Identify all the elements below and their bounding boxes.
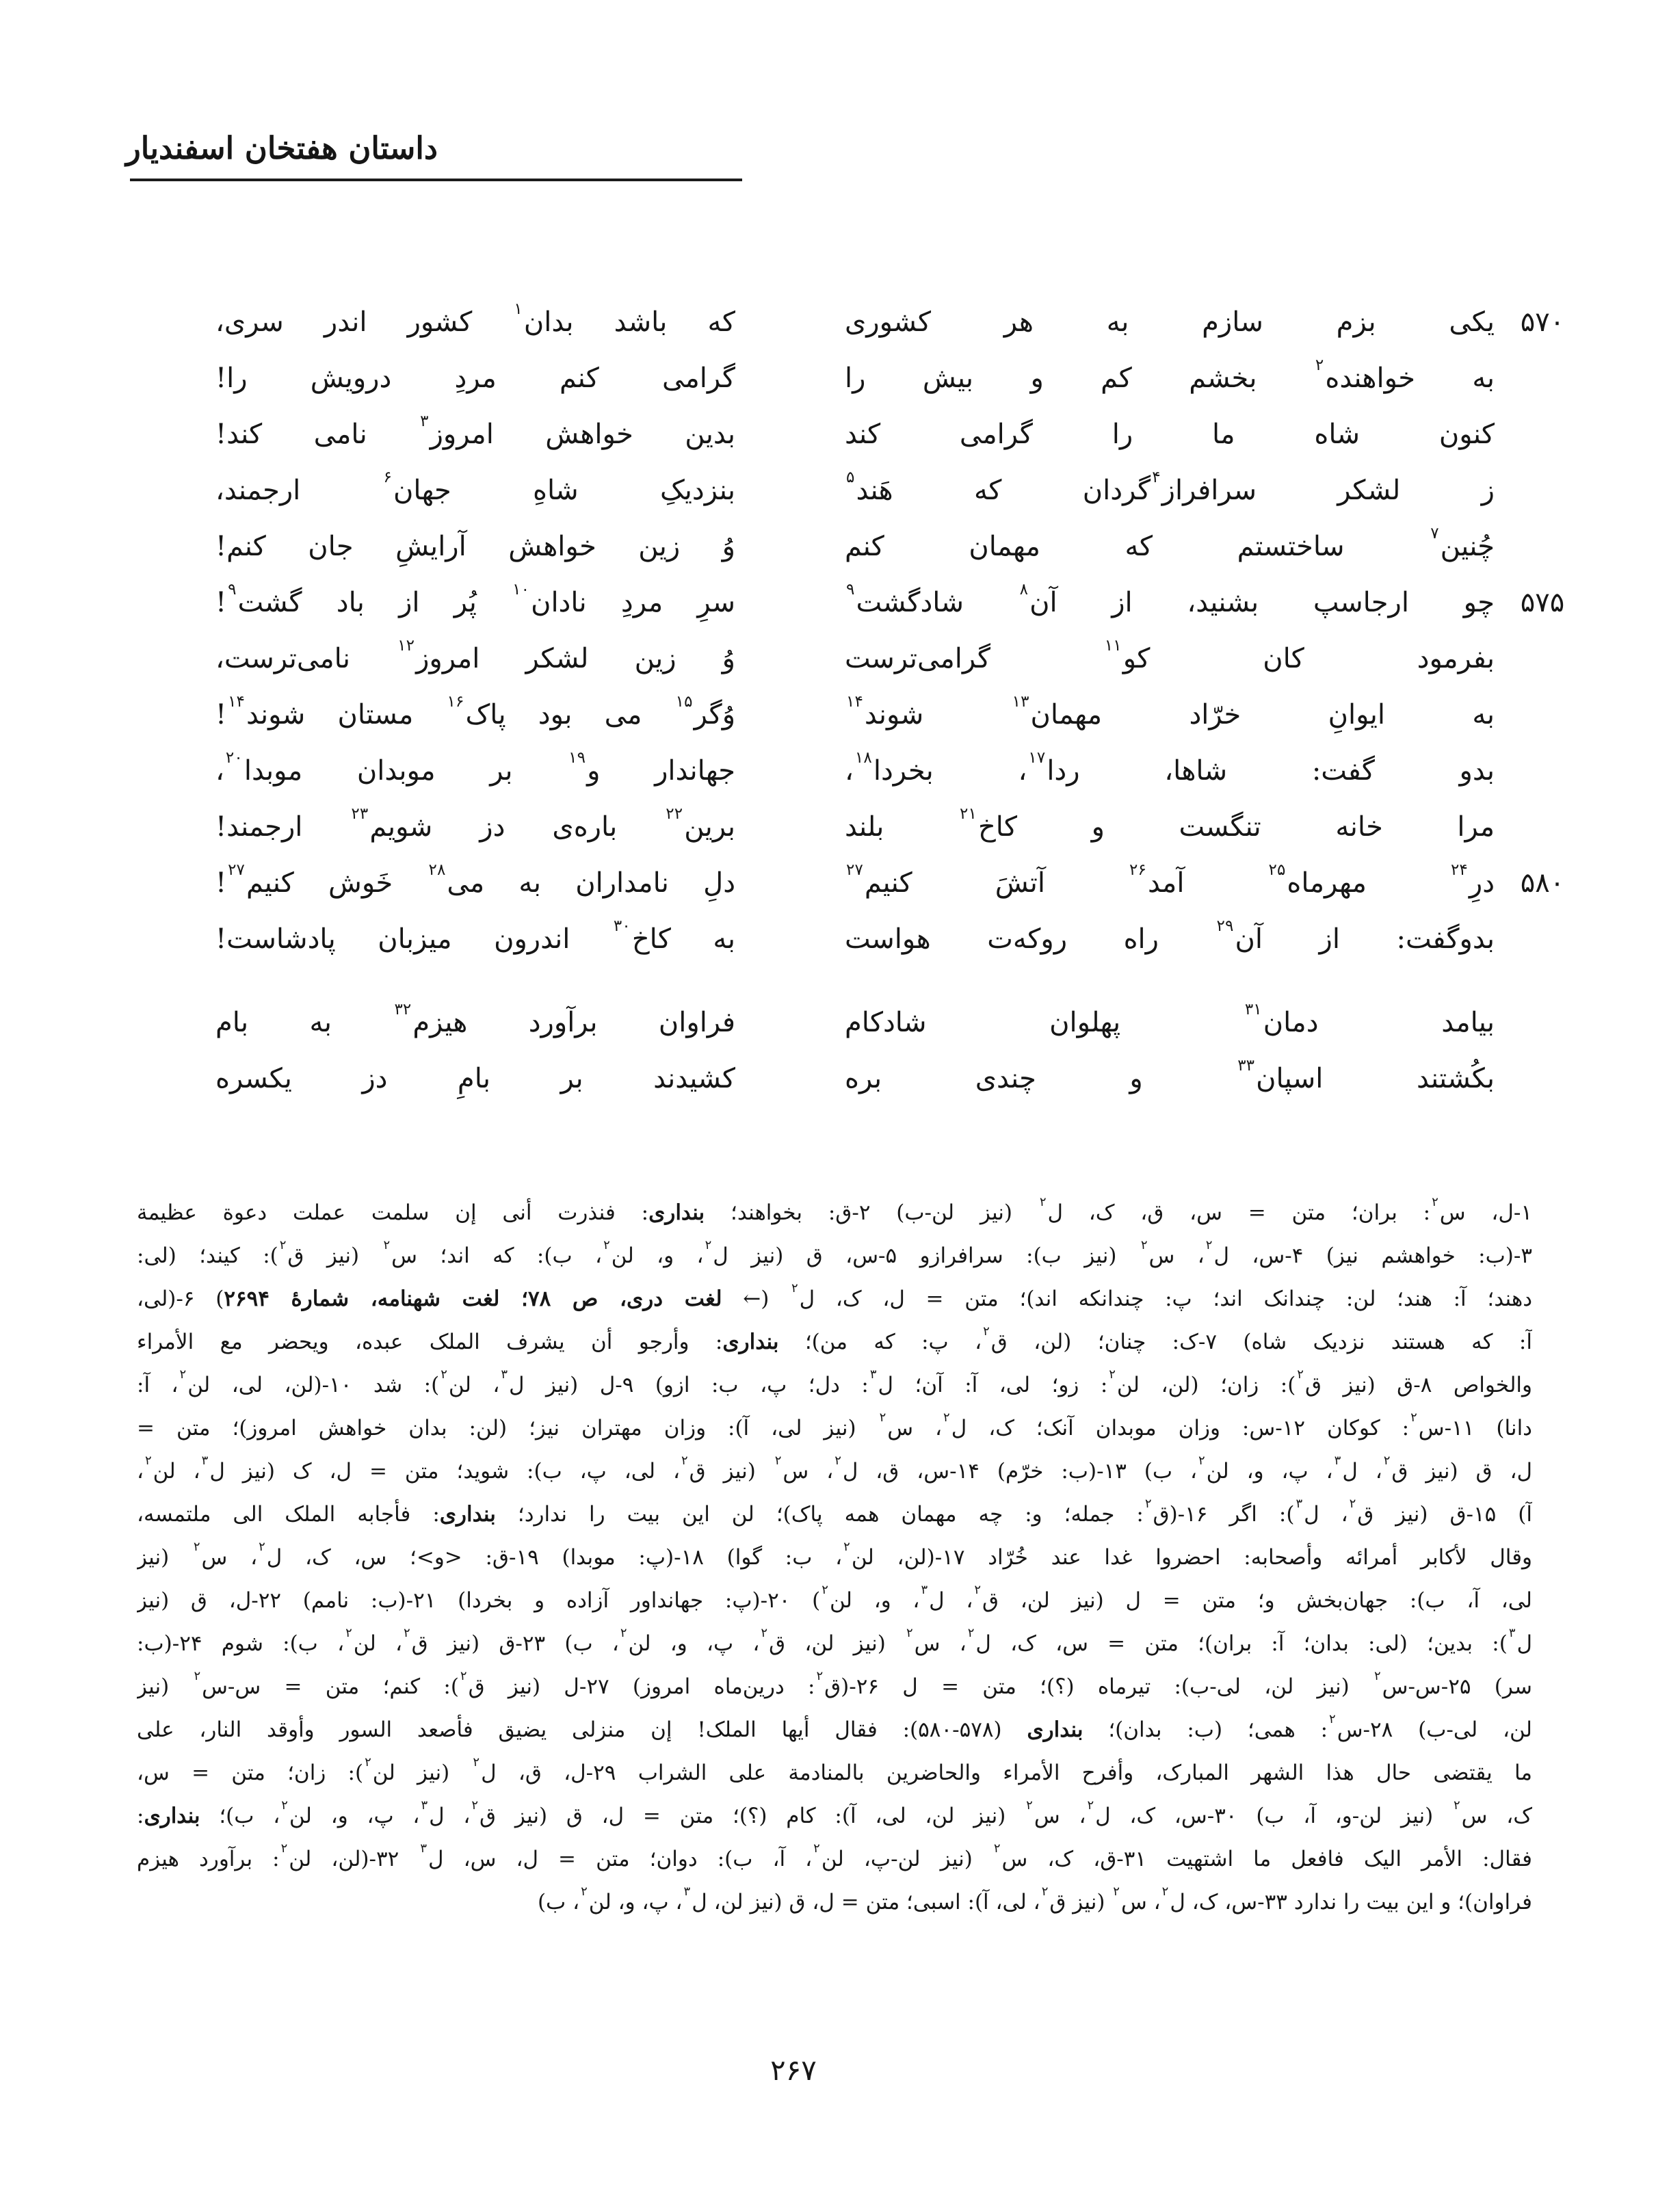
hemistich-left: سرِ مردِ نادان$^{۱۰}$ پُر از باد گشت$^۹$!: [215, 579, 735, 618]
verse-row: [215, 855, 1590, 911]
hemistich-left: بدین خواهش امروز$^۳$ نامی کند!: [215, 411, 735, 450]
hemistich-left: دلِ نامداران به می$^{۲۸}$ خَوش کنیم$^{۲۷}$!: [215, 860, 735, 899]
footnote-line: ۳-(ب: خواهشم نیز) ۴-س، ل$^۲$، س$^۲$ (نیز ب): سرافرازو ۵-س، ق (نیز ل$^۲$، و، لن$^۲$، ب): که اند؛ س$^۲$ (نیز ق$^۲$): کیند؛ (لی:: [137, 1238, 1532, 1268]
hemistich-left: وُ زین خواهش آرایشِ جان کنم!: [215, 531, 735, 562]
hemistich-left: برین$^{۲۲}$ باره‌ی دز شویم$^{۲۳}$ ارجمند!: [215, 804, 735, 843]
page-header-title: داستان هفتخان اسفندیار: [126, 130, 438, 166]
verse-row: [215, 462, 1590, 518]
footnote-line: آ) ۱۵-ق (نیز ق$^۲$، ل$^۳$): اگر ۱۶-(ق$^۲$: جمله؛ و: چه مهمان همه پاک)؛ لن این بیت را ندارد؛ بنداری: فأجابه الملک الی ملتمسه،: [137, 1497, 1532, 1527]
footnote-line: ل، ق (نیز ق$^۲$، ل$^۳$، پ، و، لن$^۲$، ب) ۱۳-(ب: خرّم) ۱۴-س، ق، ل$^۲$، س$^۲$ (نیز ق$^۲$، لی، پ، ب): شوید؛ متن = ل، ک (نیز ل$^۳$، لن$^۲$،: [137, 1453, 1532, 1484]
hemistich-right: بفرمود کان کو$^{۱۱}$ گرامی‌ترست: [845, 635, 1495, 674]
verse-row: [215, 687, 1590, 743]
hemistich-right: بدوگفت: از آن$^{۲۹}$ راه روکه‌ت هواست: [845, 916, 1495, 955]
verse-row: [215, 1051, 1590, 1107]
verse-row: [215, 911, 1590, 967]
hemistich-right: کنون شاه ما را گرامی کند: [845, 419, 1495, 450]
footnote-line: سر) ۲۵-س-س$^۲$ (نیز لن، لی-ب): تیرماه (؟)؛ متن = ل ۲۶-(ق$^۲$: درین‌ماه امروز) ۲۷-ل (نیز ق$^۲$): کنم؛ متن = س-س$^۲$ (نیز: [137, 1669, 1532, 1699]
verse-row: [215, 575, 1590, 631]
hemistich-left: کشیدند بر بامِ دز یکسره: [215, 1063, 735, 1094]
verse-row: [215, 995, 1590, 1051]
footnote-line: لی، آ، ب): جهان‌بخش و؛ متن = ل (نیز لن، ق$^۲$، ل$^۳$، و، لن$^۲$) ۲۰-(پ: جهانداور آزاده و بخردا) ۲۱-(ب: نامم) ۲۲-ل، ق (نیز: [137, 1583, 1532, 1613]
footnote-line: آ: که هستند نزدیک شاه) ۷-ک: چنان؛ (لن، ق$^۲$، پ: که من)؛ بنداری: وأرجو أن یشرف الملک عبده، ویحضر مع الأمراء: [137, 1324, 1532, 1354]
verse-row: [215, 294, 1590, 350]
footnote-line: ۱-ل، س$^۲$: بران؛ متن = س، ق، ک، ل$^۲$ (نیز لن-ب) ۲-ق: بخواهند؛ بنداری: فنذرت أنی إن سلمت عملت دعوة عظیمة: [137, 1195, 1532, 1225]
verse-row: [215, 406, 1590, 462]
hemistich-left: به کاخ$^{۳۰}$ اندرون میزبان پادشاست!: [215, 916, 735, 955]
footnote-line: فراوان)؛ و این بیت را ندارد ۳۳-س، ک، ل$^۲$، س$^۲$ (نیز ق$^۲$، لی، آ): اسبی؛ متن = ل، ق (نیز لن، ل$^۳$، پ، و، لن$^۲$، ب): [537, 1884, 1532, 1914]
footnote-line: ل$^۳$): بدین؛ (لی: بدان؛ آ: بران)؛ متن = س، ک، ل$^۲$، س$^۲$ (نیز لن، ق$^۲$، پ، و، لن$^۲$، ب) ۲۳-ق (نیز ق$^۲$، لن$^۲$، ب): شوم ۲۴-(ب:: [137, 1626, 1532, 1656]
hemistich-left: گرامی کنم مردِ درویش را!: [215, 363, 735, 394]
hemistich-right: چو ارجاسپ بشنید، از آن$^۸$ شادگشت$^۹$: [846, 579, 1495, 618]
hemistich-right: بکُشتند اسپان$^{۳۳}$ و چندی بره: [845, 1055, 1495, 1094]
hemistich-right: یکی بزم سازم به هر کشوری: [845, 306, 1495, 338]
verse-row: [215, 799, 1590, 855]
footnote-line: ک، س$^۲$ (نیز لن-و، آ، ب) ۳۰-س، ک، ل$^۲$، س$^۲$ (نیز لن، لی، آ): کام (؟)؛ متن = ل، ق (نیز ق$^۲$، ل$^۳$، پ، و، لن$^۲$، ب)؛ بنداری:: [137, 1798, 1532, 1828]
verse-row: [215, 631, 1590, 687]
hemistich-right: ز لشکر سرافراز$^۴$گردان که هَند$^۵$: [846, 467, 1495, 506]
hemistich-left: فراوان برآورد هیزم$^{۳۲}$ به بام: [215, 999, 735, 1038]
hemistich-left: وُگر$^{۱۵}$ می بود پاک$^{۱۶}$ مستان شوند$^{۱۴}$!: [215, 692, 735, 730]
page-number: ۲۶۷: [770, 2053, 817, 2087]
verse-row: [215, 350, 1590, 406]
hemistich-left: که باشد بدان$^۱$ کشور اندر سری،: [215, 299, 735, 338]
hemistich-left: جهاندار و$^{۱۹}$ بر موبدان موبدا$^{۲۰}$،: [215, 748, 735, 787]
hemistich-left: وُ زین لشکر امروز$^{۱۲}$ نامی‌ترست،: [215, 635, 735, 674]
hemistich-right: مرا خانه تنگست و کاخ$^{۲۱}$ بلند: [845, 804, 1495, 843]
verse-row: [215, 518, 1590, 575]
header-rule: [130, 179, 742, 181]
verse-number: ۵۸۰: [1520, 867, 1565, 899]
hemistich-right: به خواهنده$^۲$ بخشم کم و بیش را: [845, 355, 1495, 394]
footnote-line: والخواص ۸-ق (نیز ق$^۲$): زان؛ (لن، لن$^۲$: زو؛ لی، آ: آن؛ ل$^۳$: دل؛ پ، ب: ازو) ۹-ل (نیز ل$^۳$، لن$^۲$): شد ۱۰-(لن، لی، لن$^۲$، آ:: [137, 1367, 1532, 1397]
footnote-line: ما یقتضی حال هذا الشهر المبارک، وأفرح الأمراء والحاضرین بالمنادمة علی الشراب ۲۹-ل، ق، ل$^۲$ (نیز لن$^۲$): زان؛ متن = س،: [137, 1755, 1532, 1785]
footnote-line: فقال: الأمر الیک فافعل ما اشتهیت ۳۱-ق، ک، س$^۲$ (نیز لن-پ، لن$^۲$، آ، ب): دوان؛ متن = ل، س، ل$^۳$ ۳۲-(لن، لن$^۲$: برآورد هیزم: [137, 1841, 1532, 1871]
footnote-line: لن، لی-ب) ۲۸-س$^۲$: همی؛ (ب: بدان)؛ بنداری (۵۷۸-۵۸۰): فقال أیها الملک! إن منزلی یضیق فأصعد السور وأوقد النار، علی: [137, 1712, 1532, 1742]
footnote-line: دانا) ۱۱-س$^۲$: کوکان ۱۲-س: وزان موبدان آنک؛ ک، ل$^۲$، س$^۲$ (نیز لی، آ): وزان مهتران نیز؛ (لن: بدان خواهش امروز)؛ متن =: [137, 1410, 1532, 1440]
verse-row: [215, 743, 1590, 799]
poem-block: [215, 294, 1590, 1107]
hemistich-right: چُنین$^۷$ ساختستم که مهمان کنم: [845, 523, 1495, 562]
hemistich-left: بنزدیکِ شاهِ جهان$^۶$ ارجمند،: [215, 467, 735, 506]
hemistich-right: درِ$^{۲۴}$ مهرماه$^{۲۵}$ آمد$^{۲۶}$ آتشَ کنیم$^{۲۷}$: [846, 860, 1495, 899]
hemistich-right: بیامد دمان$^{۳۱}$ پهلوان شادکام: [845, 999, 1495, 1038]
footnote-line: دهند؛ آ: هند؛ لن: چندانک اند؛ پ: چندانکه اند)؛ متن = ل، ک، ل$^۲$ (← لغت دری، ص ۷۸؛ لغت شهنامه، شمارهٔ ۲۶۹۴) ۶-(لی،: [137, 1281, 1532, 1311]
verse-number: ۵۷۵: [1520, 587, 1565, 618]
footnotes-block: [137, 1191, 1532, 1924]
verse-number: ۵۷۰: [1520, 306, 1565, 338]
hemistich-right: به ایوانِ خرّاد مهمان$^{۱۳}$ شوند$^{۱۴}$: [846, 692, 1495, 730]
hemistich-right: بدو گفت: شاها، ردا$^{۱۷}$، بخردا$^{۱۸}$،: [845, 748, 1495, 787]
footnote-line: وقال لأکابر أمرائه وأصحابه: احضروا غدا عند خُرّاد ۱۷-(لن، لن$^۲$، ب: گوا) ۱۸-(پ: موبدا) ۱۹-ق: <و>؛ س، ک، ل$^۲$، س$^۲$ (نیز: [137, 1540, 1532, 1570]
